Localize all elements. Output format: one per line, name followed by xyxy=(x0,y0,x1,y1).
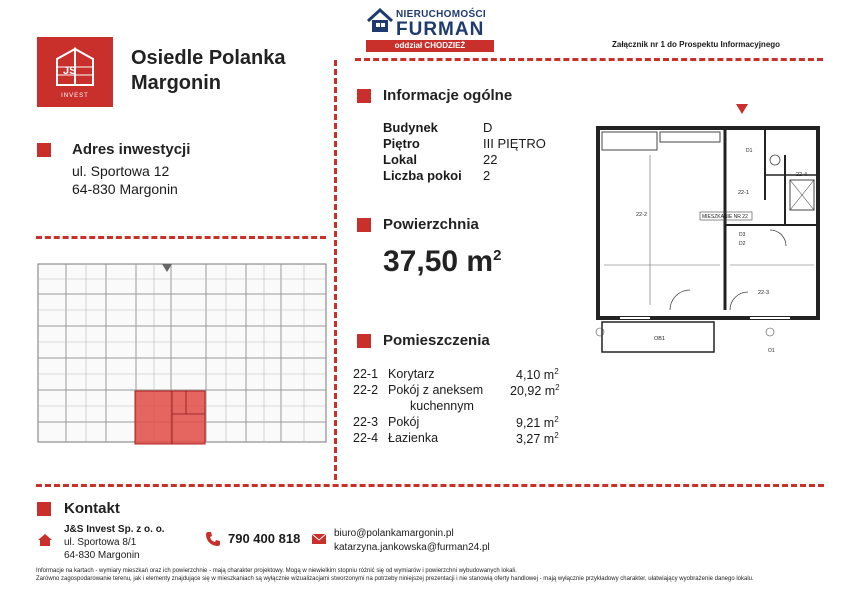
contact-city: 64-830 Margonin xyxy=(64,550,140,561)
building-key-plan xyxy=(36,254,328,446)
plan-label-d1: D1 xyxy=(746,148,753,154)
agency-name: FURMAN xyxy=(396,19,485,40)
room-name: Korytarz xyxy=(388,367,435,381)
house-icon xyxy=(366,8,394,34)
contact-email-2[interactable]: katarzyna.jankowska@furman24.pl xyxy=(334,542,490,553)
room-area: 3,27 $m^2$ xyxy=(516,431,559,447)
area-marker xyxy=(357,218,371,232)
logo-caption: INVEST xyxy=(61,93,89,99)
info-label: Liczba pokoi xyxy=(383,168,462,183)
info-heading: Informacje ogólne xyxy=(383,87,513,104)
attachment-note: Załącznik nr 1 do Prospektu Informacyjnego xyxy=(612,40,781,49)
contact-phone[interactable]: 790 400 818 xyxy=(228,531,301,546)
address-street: ul. Sportowa 12 xyxy=(72,163,170,179)
mail-icon xyxy=(312,534,326,544)
info-value-rooms: 2 xyxy=(483,168,491,183)
logo-initials: JS xyxy=(63,65,77,77)
contact-marker xyxy=(37,502,51,516)
highlighted-apartment xyxy=(135,391,205,444)
info-label: Budynek xyxy=(383,120,438,135)
room-code: 22-2 xyxy=(353,383,379,397)
info-value-building: D xyxy=(483,120,493,135)
info-row-building xyxy=(383,120,438,135)
plan-label-balcony: OB1 xyxy=(654,336,666,342)
info-value-floor: III PIĘTRO xyxy=(483,136,546,151)
rooms-heading: Pomieszczenia xyxy=(383,332,490,349)
footer-line-2: Zarówno zagospodarowanie terenu, jak i elementy znajdujące się w mieszkaniach są wyłącznie wizualizacjami stworzonymi na potrzeby niniejszej prezentacji i nie stanowią oferty handlowej - mają wyłącznie przykładowy charakter, ułatwiający wyobrażenie danego lokalu. xyxy=(36,576,754,582)
info-value-unit: 22 xyxy=(483,152,498,167)
apartment-floor-plan xyxy=(590,100,835,355)
area-sup: 2 xyxy=(493,247,502,264)
plan-label-d3: D3 xyxy=(739,232,746,238)
agency-branch: oddział CHODZIEŻ xyxy=(366,40,494,52)
agency-logo xyxy=(366,6,496,52)
room-code: 22-3 xyxy=(353,415,379,429)
divider-left xyxy=(36,236,326,239)
room-code: 22-4 xyxy=(353,431,379,445)
home-icon xyxy=(38,534,52,546)
contact-heading: Kontakt xyxy=(64,500,120,517)
room-name: Łazienka xyxy=(388,431,439,445)
plan-label-r2: 22-2 xyxy=(636,212,648,218)
info-label: Piętro xyxy=(383,136,420,151)
developer-logo xyxy=(37,37,113,107)
info-row-rooms xyxy=(383,168,462,183)
plan-label-r4: 22-4 xyxy=(796,172,808,178)
divider-top xyxy=(355,58,823,61)
info-row-floor xyxy=(383,136,420,151)
room-area: 20,92 $m^2$ xyxy=(510,383,560,399)
contact-email-1[interactable]: biuro@polankamargonin.pl xyxy=(334,528,454,539)
address-marker xyxy=(37,143,51,157)
info-label: Lokal xyxy=(383,152,417,167)
room-area: 4,10 $m^2$ xyxy=(516,367,559,383)
contact-street: ul. Sportowa 8/1 xyxy=(64,537,137,548)
phone-icon xyxy=(205,531,221,547)
room-name: Pokój xyxy=(388,415,420,429)
plan-label-o1: O1 xyxy=(768,348,775,354)
info-marker xyxy=(357,89,371,103)
room-name-cont: kuchennym xyxy=(410,399,474,413)
project-title-line2: Margonin xyxy=(131,72,221,94)
plan-label-d2: D2 xyxy=(739,241,746,247)
project-title xyxy=(131,46,286,96)
address-city: 64-830 Margonin xyxy=(72,181,178,197)
contact-company: J&S Invest Sp. z o. o. xyxy=(64,524,165,535)
address-heading: Adres inwestycji xyxy=(72,141,191,158)
entrance-arrow-icon xyxy=(736,104,748,114)
footer-line-1: Informacje na kartach - wymiary mieszkań oraz ich powierzchnie - mają charakter projektowy. Mogą w niewielkim stopniu różnić się od wymiarów i powierzchni wybudowanych lokali. xyxy=(36,568,517,574)
area-number: 37,50 m xyxy=(383,245,494,278)
rooms-marker xyxy=(357,334,371,348)
plan-label-apartment: MIESZKANIE NR 22 xyxy=(702,214,748,220)
area-heading: Powierzchnia xyxy=(383,216,479,233)
divider-vertical xyxy=(334,60,337,480)
room-area: 9,21 $m^2$ xyxy=(516,415,559,431)
plan-label-r3: 22-3 xyxy=(758,290,770,296)
info-row-unit xyxy=(383,152,417,167)
agency-top-label: NIERUCHOMOŚCI xyxy=(396,9,487,20)
area-value xyxy=(383,245,501,279)
room-name: Pokój z aneksem xyxy=(388,383,484,397)
project-title-line1: Osiedle Polanka xyxy=(131,47,286,69)
plan-label-r1: 22-1 xyxy=(738,190,750,196)
room-code: 22-1 xyxy=(353,367,379,381)
divider-bottom xyxy=(36,484,824,487)
